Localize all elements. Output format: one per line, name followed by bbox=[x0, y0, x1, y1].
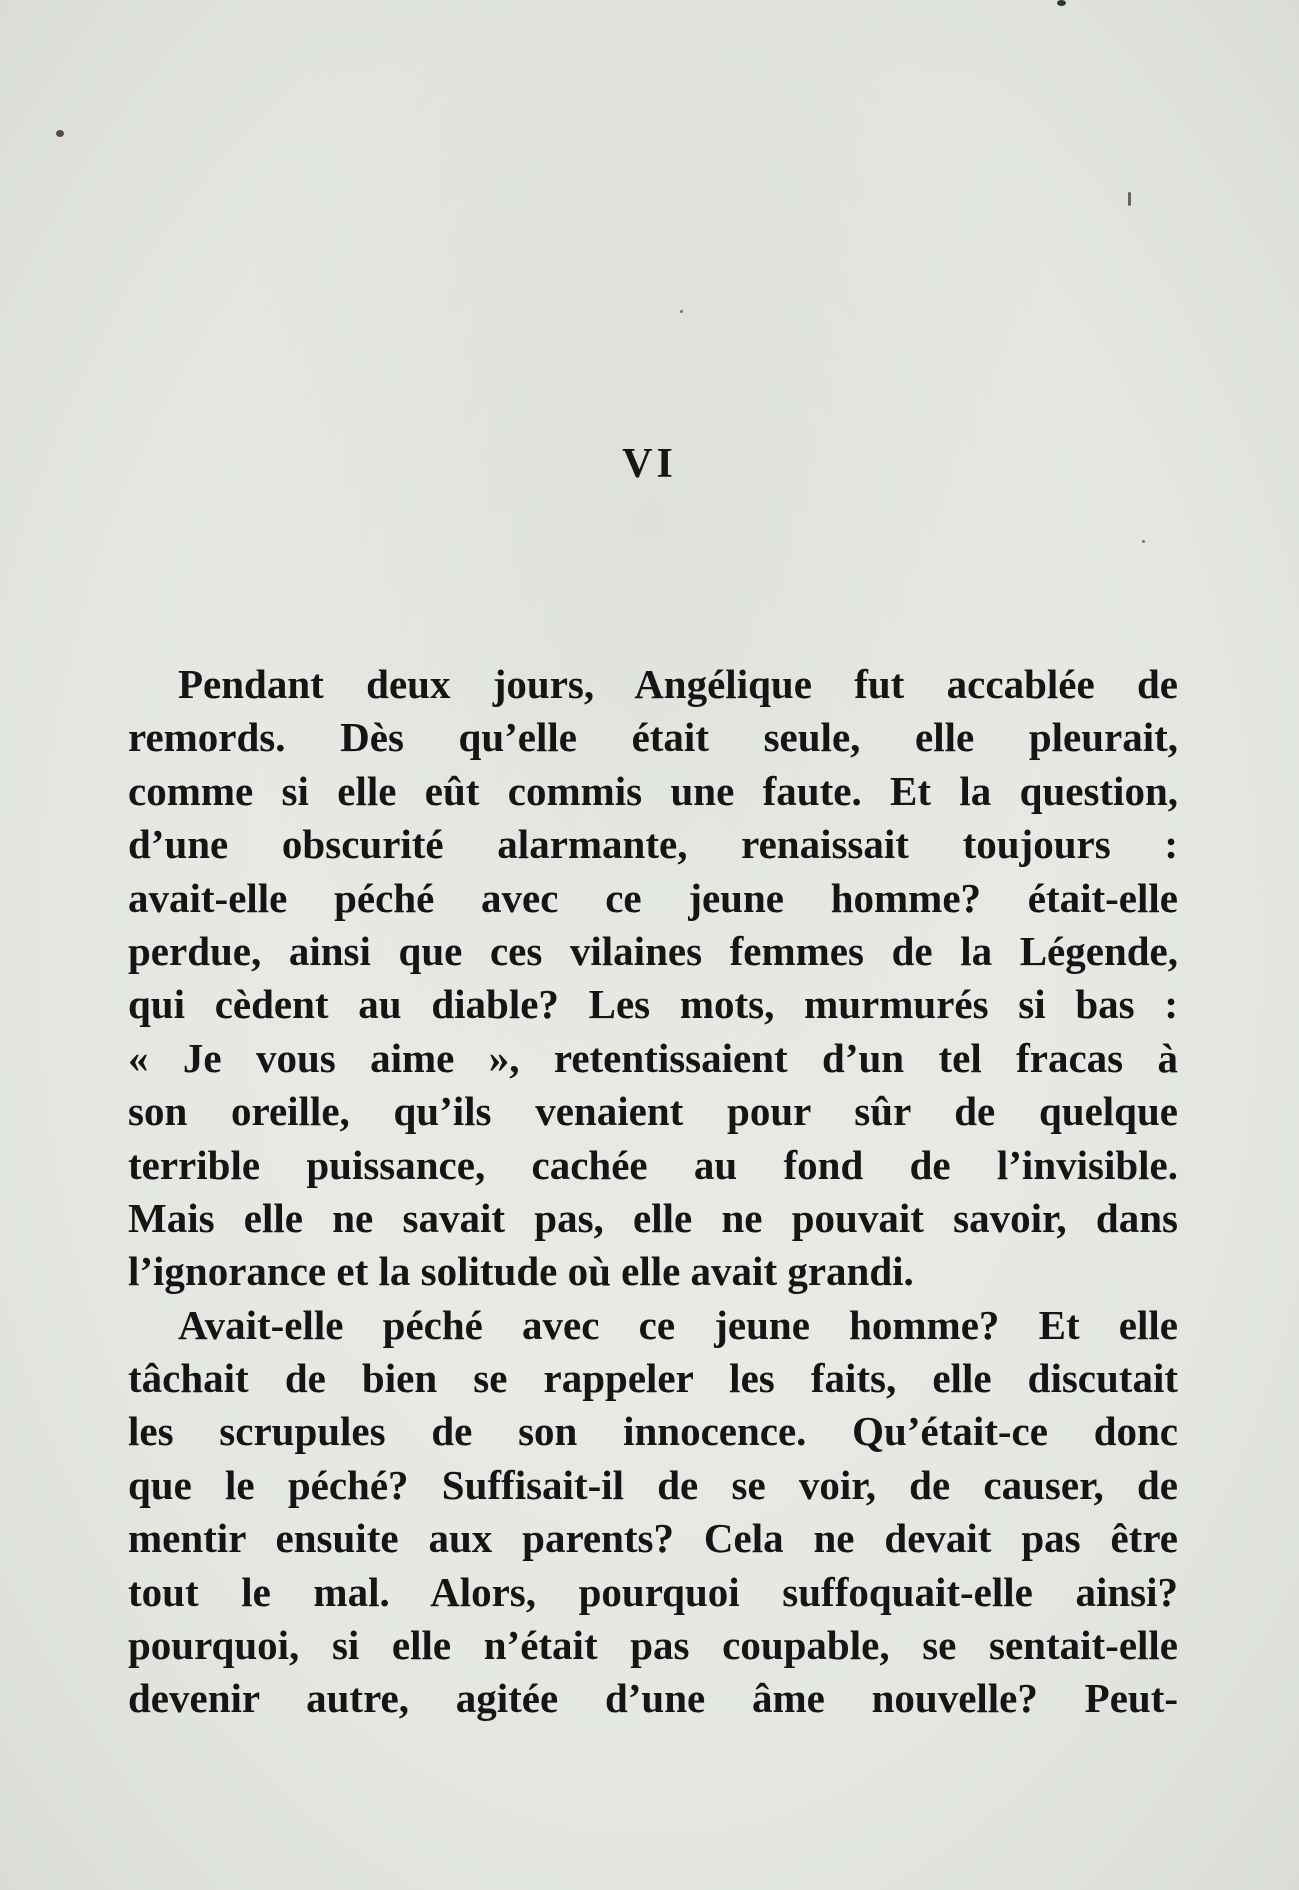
text-line: perdue, ainsi que ces vilaines femmes de la Légende, bbox=[128, 927, 1178, 974]
text-line: Avait-elle péché avec ce jeune homme? Et elle bbox=[178, 1301, 1178, 1348]
paper-speck bbox=[56, 130, 64, 137]
paper-speck bbox=[1142, 540, 1145, 543]
chapter-heading: VI bbox=[622, 441, 677, 487]
text-line: pourquoi, si elle n’était pas coupable, se sentait-elle bbox=[128, 1622, 1178, 1669]
text-line: les scrupules de son innocence. Qu’était-ce donc bbox=[128, 1408, 1178, 1455]
text-line: Mais elle ne savait pas, elle ne pouvait savoir, dans bbox=[128, 1194, 1178, 1241]
text-line: Pendant deux jours, Angélique fut accablée de bbox=[178, 661, 1178, 707]
text-line: « Je vous aime », retentissaient d’un tel fracas à bbox=[128, 1034, 1178, 1081]
text-line: son oreille, qu’ils venaient pour sûr de quelque bbox=[128, 1088, 1178, 1135]
text-line: remords. Dès qu’elle était seule, elle pleurait, bbox=[128, 714, 1178, 761]
text-line: tâchait de bien se rappeler les faits, elle discutait bbox=[128, 1355, 1178, 1402]
text-line: comme si elle eût commis une faute. Et la question, bbox=[128, 767, 1178, 814]
text-line: terrible puissance, cachée au fond de l’invisible. bbox=[128, 1141, 1178, 1188]
text-line: devenir autre, agitée d’une âme nouvelle? Peut- bbox=[128, 1675, 1178, 1722]
text-line: qui cèdent au diable? Les mots, murmurés si bas : bbox=[128, 981, 1178, 1028]
text-line: tout le mal. Alors, pourquoi suffoquait-elle ainsi? bbox=[128, 1568, 1178, 1615]
chapter-body-text bbox=[128, 658, 1178, 1726]
text-line: que le péché? Suffisait-il de se voir, de causer, de bbox=[128, 1461, 1178, 1508]
paper-speck bbox=[680, 310, 683, 313]
paper-speck bbox=[1128, 192, 1131, 206]
text-line: mentir ensuite aux parents? Cela ne devait pas être bbox=[128, 1515, 1178, 1562]
text-line: avait-elle péché avec ce jeune homme? était-elle bbox=[128, 874, 1178, 921]
text-line: d’une obscurité alarmante, renaissait toujours : bbox=[128, 821, 1178, 868]
paper-speck bbox=[1057, 0, 1066, 6]
text-line: l’ignorance et la solitude où elle avait grandi. bbox=[128, 1248, 914, 1295]
